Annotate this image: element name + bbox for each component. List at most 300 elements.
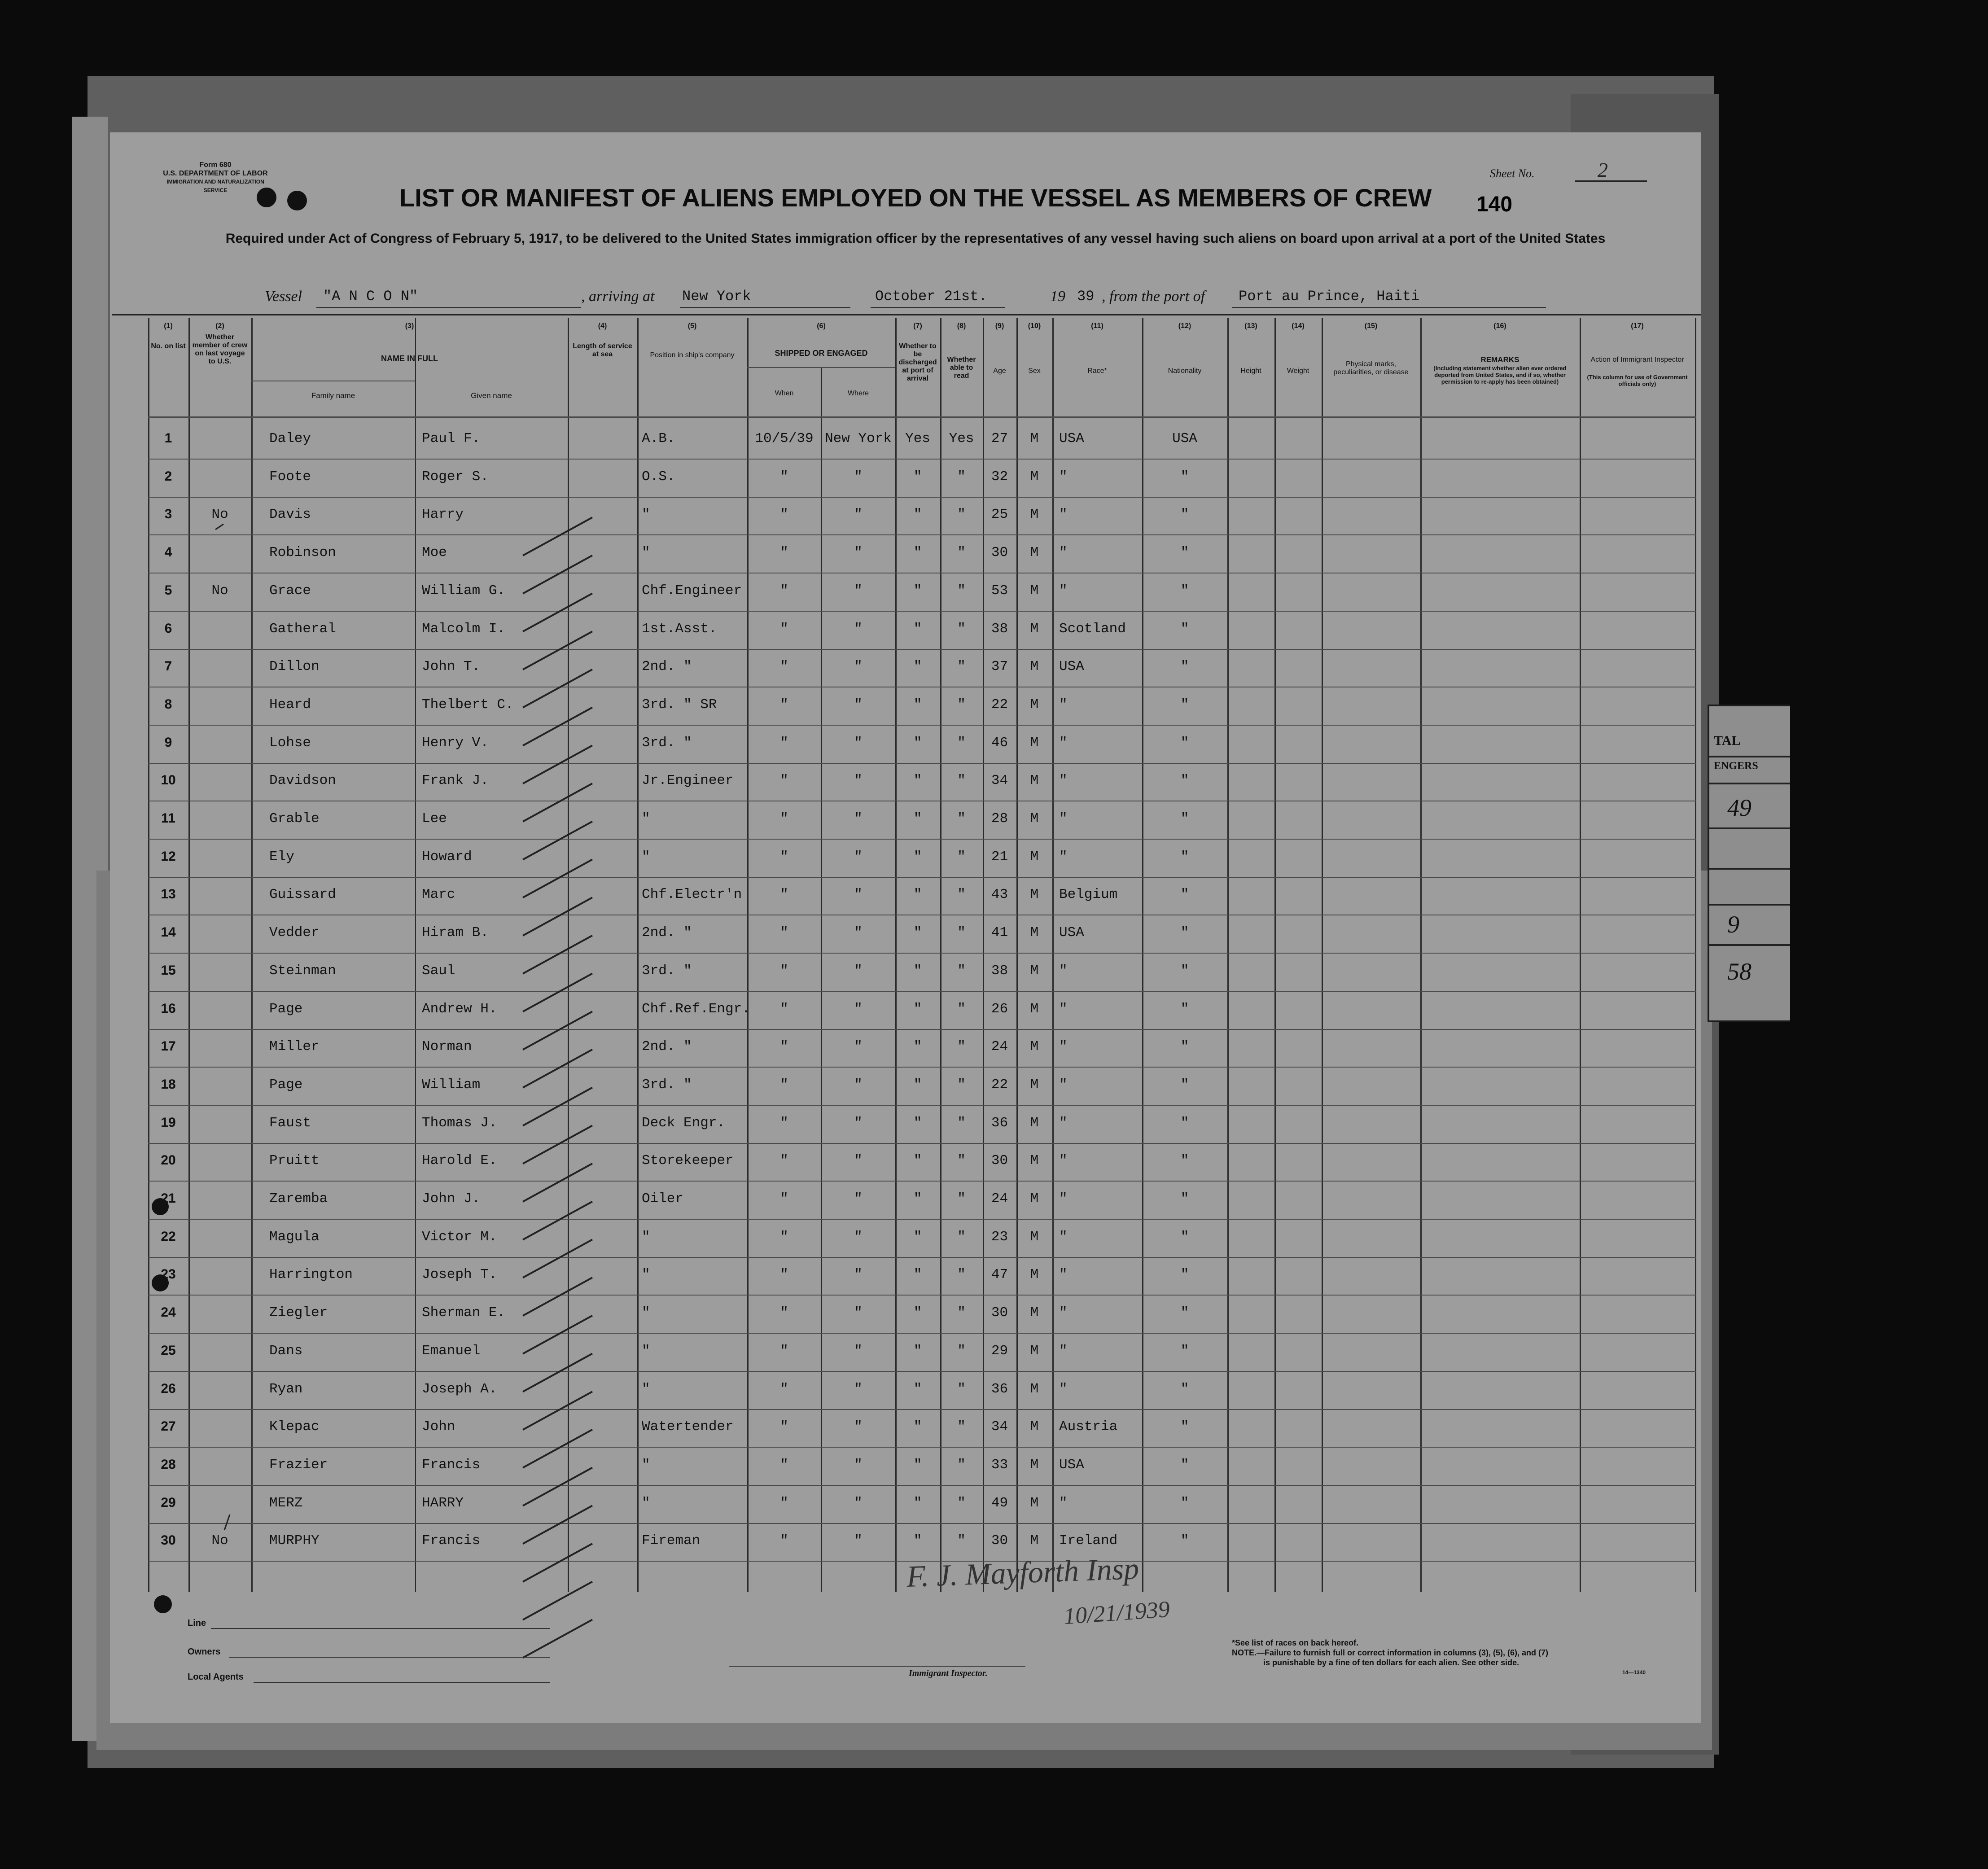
cell-age: 36 [991,1115,1008,1131]
cell-read: " [957,659,966,675]
cell-family: Ziegler [269,1305,328,1321]
cell-when: " [780,659,788,675]
vessel-name: "A N C O N" [323,288,418,305]
cell-when: " [780,696,788,713]
cell-race: " [1059,1077,1068,1093]
cell-nationality: " [1180,1305,1189,1321]
cell-where: " [854,659,863,675]
tick-mark [523,1506,592,1544]
tick-mark [523,1278,592,1316]
cell-sex: M [1030,1495,1039,1511]
footer-notes [1232,1638,1646,1677]
cell-when: 10/5/39 [755,431,814,446]
cell-sex: M [1030,1305,1039,1321]
cell-when: " [780,1229,788,1245]
cell-no: 23 [161,1267,176,1282]
cell-when: " [780,1533,788,1549]
cell-given: Henry V. [422,735,489,751]
cell-race: " [1059,507,1068,523]
cell-position: 2nd. " [642,1039,692,1055]
cell-no: 18 [161,1077,176,1092]
cell-age: 38 [991,963,1008,979]
cell-prev: No [211,582,228,599]
tick-mark [523,670,592,708]
cell-no: 15 [161,963,176,978]
sheet-label: Sheet No. [1490,167,1535,180]
agents-field [254,1682,550,1683]
cell-when: " [780,545,788,561]
tick-mark [523,1011,592,1050]
cell-given: Andrew H. [422,1001,497,1017]
cell-age: 46 [991,735,1008,751]
cell-position: O.S. [642,468,675,485]
cell-read: " [957,1343,966,1359]
cell-position: Jr.Engineer [642,773,734,789]
cell-when: " [780,811,788,827]
cell-family: Magula [269,1229,320,1245]
tick-mark [523,1620,592,1658]
cell-where: " [854,849,863,865]
cell-race: USA [1059,431,1084,446]
cell-sex: M [1030,659,1039,675]
col2-number: (2) [215,322,224,330]
department-name: U.S. DEPARTMENT OF LABOR [163,170,268,177]
cell-read: " [957,1229,966,1245]
cell-given: Marc [422,887,455,903]
col7-number: (7) [913,322,922,330]
cell-family: Faust [269,1115,311,1131]
cell-given: Thomas J. [422,1115,497,1131]
cell-position: " [642,1381,650,1397]
tick-mark [523,1239,592,1278]
inspector-label: Immigrant Inspector. [909,1668,988,1678]
tick-mark [523,822,592,860]
owners-label: Owners [188,1647,221,1657]
cell-age: 22 [991,1077,1008,1093]
from-port: Port au Prince, Haiti [1239,288,1420,305]
year-suffix: 39 [1077,288,1095,305]
cell-discharged: Yes [905,431,930,446]
cell-discharged: " [913,468,922,485]
cell-read: " [957,811,966,827]
cell-position: Fireman [642,1533,701,1549]
cell-age: 25 [991,507,1008,523]
races-note: *See list of races on back hereof. [1232,1638,1359,1647]
check-mark-group [523,517,592,1658]
cell-family: Steinman [269,963,336,979]
cell-no: 29 [161,1495,176,1510]
cell-age: 30 [991,1153,1008,1169]
cell-discharged: " [913,1495,922,1511]
cell-position: Chf.Ref.Engr. [642,1001,750,1017]
cell-discharged: " [913,621,922,637]
cell-where: " [854,1305,863,1321]
col6-when-header: When [775,390,794,397]
cell-when: " [780,1419,788,1435]
cell-given: Lee [422,811,447,827]
col16-number: (16) [1493,322,1506,330]
cell-nationality: " [1180,545,1189,561]
cell-family: Heard [269,696,311,713]
cell-age: 24 [991,1191,1008,1207]
cell-where: " [854,1191,863,1207]
cell-given: Moe [422,545,447,561]
cell-where: " [854,1115,863,1131]
cell-sex: M [1030,1039,1039,1055]
cell-age: 36 [991,1381,1008,1397]
cell-family: Davidson [269,773,336,789]
cell-read: " [957,1191,966,1207]
cell-position: " [642,1305,650,1321]
cell-read: " [957,1305,966,1321]
cell-nationality: " [1180,849,1189,865]
cell-discharged: " [913,1457,922,1473]
cell-race: " [1059,1039,1068,1055]
tick-mark [523,1050,592,1088]
stamp-number: 140 [1476,193,1513,216]
cell-when: " [780,925,788,941]
cell-when: " [780,507,788,523]
cell-position: Chf.Electr'n [642,887,742,903]
cell-read: " [957,621,966,637]
cell-position: " [642,545,650,561]
cell-sex: M [1030,621,1039,637]
col5-number: (5) [687,322,697,330]
cell-when: " [780,887,788,903]
col8-header: Whether able to read [947,356,976,380]
cell-age: 49 [991,1495,1008,1511]
cell-family: Daley [269,431,311,446]
cell-age: 43 [991,887,1008,903]
cell-sex: M [1030,811,1039,827]
cell-discharged: " [913,773,922,789]
cell-no: 5 [164,582,172,598]
cell-no: 8 [164,696,172,712]
cell-no: 10 [161,773,176,788]
cell-given: John J. [422,1191,481,1207]
line-label: Line [188,1618,206,1628]
inspector-signature: F. J. Mayforth Insp [906,1551,1140,1594]
cell-discharged: " [913,1381,922,1397]
cell-position: " [642,849,650,865]
side-tab-value-3: 58 [1727,958,1752,985]
arriving-port: New York [682,288,751,305]
cell-nationality: " [1180,811,1189,827]
cell-family: Gatheral [269,621,336,637]
cell-read: " [957,468,966,485]
col6-header: SHIPPED OR ENGAGED [775,349,868,358]
cell-when: " [780,1343,788,1359]
cell-position: 3rd. " SR [642,696,717,713]
cell-sex: M [1030,545,1039,561]
cell-position: Deck Engr. [642,1115,726,1131]
cell-sex: M [1030,507,1039,523]
cell-family: Klepac [269,1419,320,1435]
cell-nationality: " [1180,468,1189,485]
cell-nationality: " [1180,659,1189,675]
col13-number: (13) [1244,322,1257,330]
cell-discharged: " [913,696,922,713]
inspector-signature-line [729,1666,1025,1667]
cell-read: " [957,1267,966,1283]
cell-race: " [1059,849,1068,865]
cell-where: " [854,963,863,979]
cell-sex: M [1030,773,1039,789]
cell-position: " [642,507,650,523]
cell-sex: M [1030,1457,1039,1473]
tick-mark [224,1514,230,1530]
cell-where: " [854,1495,863,1511]
page-title: LIST OR MANIFEST OF ALIENS EMPLOYED ON THE VESSEL AS MEMBERS OF CREW [399,184,1432,212]
cell-discharged: " [913,1153,922,1169]
cell-given: Victor M. [422,1229,497,1245]
col17-number: (17) [1631,322,1644,330]
cell-sex: M [1030,735,1039,751]
cell-sex: M [1030,925,1039,941]
cell-nationality: " [1180,1039,1189,1055]
cell-read: Yes [949,431,974,446]
cell-age: 27 [991,431,1008,446]
cell-discharged: " [913,811,922,827]
col1-header: No. on list [151,342,186,350]
cell-age: 28 [991,811,1008,827]
cell-no: 9 [164,735,172,750]
cell-age: 30 [991,1305,1008,1321]
cell-no: 6 [164,621,172,636]
cell-where: " [854,1343,863,1359]
cell-no: 22 [161,1229,176,1244]
cell-read: " [957,849,966,865]
cell-where: " [854,545,863,561]
cell-sex: M [1030,1191,1039,1207]
cell-discharged: " [913,545,922,561]
cell-race: " [1059,1305,1068,1321]
print-code: 14—1340 [1622,1669,1646,1676]
cell-where: " [854,773,863,789]
cell-given: Harry [422,507,464,523]
col4-number: (4) [598,322,607,330]
cell-discharged: " [913,849,922,865]
cell-given: Frank J. [422,773,489,789]
cell-no: 11 [161,811,175,826]
cell-position: " [642,1457,650,1473]
tick-mark [523,1125,592,1164]
col15-header: Physical marks, peculiarities, or disease [1333,360,1409,376]
cell-given: Harold E. [422,1153,497,1169]
col2-header: Whether member of crew on last voyage to U.S. [192,333,248,365]
cell-race: " [1059,811,1068,827]
cell-read: " [957,773,966,789]
cell-position: Oiler [642,1191,684,1207]
signature-date: 10/21/1939 [1063,1596,1171,1630]
cell-where: " [854,925,863,941]
cell-read: " [957,1115,966,1131]
cell-where: " [854,468,863,485]
col4-header: Length of service at sea [573,342,632,358]
cell-where: " [854,1153,863,1169]
cell-sex: M [1030,1153,1039,1169]
cell-read: " [957,1419,966,1435]
cell-read: " [957,735,966,751]
cell-age: 41 [991,925,1008,941]
cell-race: " [1059,1191,1068,1207]
cell-position: " [642,1495,650,1511]
tick-mark [215,524,223,530]
owners-field [229,1657,550,1658]
cell-age: 34 [991,773,1008,789]
cell-position: Chf.Engineer [642,582,742,599]
cell-family: Pruitt [269,1153,320,1169]
cell-sex: M [1030,468,1039,485]
cell-where: " [854,887,863,903]
cell-race: Ireland [1059,1533,1118,1549]
cell-age: 30 [991,545,1008,561]
col7-header: Whether to be discharged at port of arrival [898,342,937,382]
cell-given: William [422,1077,481,1093]
cell-race: " [1059,1153,1068,1169]
cell-discharged: " [913,1191,922,1207]
cell-race: Belgium [1059,887,1118,903]
year-prefix: 19 [1050,288,1065,305]
form-number: Form 680 [199,161,232,169]
cell-when: " [780,468,788,485]
cell-family: Miller [269,1039,320,1055]
cell-nationality: " [1180,963,1189,979]
line-field [211,1628,550,1629]
cell-read: " [957,1381,966,1397]
cell-given: Francis [422,1457,481,1473]
cell-age: 21 [991,849,1008,865]
cell-nationality: " [1180,696,1189,713]
side-tab-value-1: 49 [1727,794,1752,821]
cell-sex: M [1030,1381,1039,1397]
cell-sex: M [1030,1343,1039,1359]
cell-position: " [642,811,650,827]
cell-sex: M [1030,887,1039,903]
service-name: IMMIGRATION AND NATURALIZATION SERVICE [166,179,264,193]
tick-mark [523,517,592,556]
cell-no: 3 [164,507,172,522]
agents-label: Local Agents [188,1672,244,1682]
cell-sex: M [1030,963,1039,979]
cell-where: " [854,1267,863,1283]
cell-age: 38 [991,621,1008,637]
cell-when: " [780,735,788,751]
cell-family: MURPHY [269,1533,320,1549]
cell-no: 13 [161,887,176,902]
cell-given: HARRY [422,1495,464,1511]
tick-mark [523,631,592,670]
cell-where: " [854,696,863,713]
cell-race: Scotland [1059,621,1126,637]
cell-sex: M [1030,582,1039,599]
cell-given: Hiram B. [422,925,489,941]
cell-when: " [780,1191,788,1207]
cell-race: " [1059,1343,1068,1359]
col9-number: (9) [995,322,1004,330]
cell-read: " [957,1039,966,1055]
cell-race: " [1059,1229,1068,1245]
cell-nationality: " [1180,582,1189,599]
cell-race: " [1059,1115,1068,1131]
cell-no: 27 [161,1419,176,1434]
cell-given: Francis [422,1533,481,1549]
cell-no: 30 [161,1533,176,1548]
tick-mark [523,556,592,594]
cell-discharged: " [913,582,922,599]
cell-family: Page [269,1001,303,1017]
cell-where: " [854,582,863,599]
cell-no: 4 [164,545,172,560]
cell-where: " [854,1229,863,1245]
cell-nationality: " [1180,887,1189,903]
cell-nationality: " [1180,1495,1189,1511]
cell-no: 17 [161,1039,176,1054]
cell-where: " [854,1533,863,1549]
cell-family: Frazier [269,1457,328,1473]
cell-position: Watertender [642,1419,734,1435]
cell-nationality: " [1180,1153,1189,1169]
cell-where: " [854,735,863,751]
cell-given: Howard [422,849,472,865]
tick-mark [523,1468,592,1506]
cell-family: Ryan [269,1381,303,1397]
cell-sex: M [1030,696,1039,713]
tick-mark [523,783,592,822]
cell-given: Saul [422,963,455,979]
cell-read: " [957,925,966,941]
cell-family: Dillon [269,659,320,675]
cell-position: 3rd. " [642,1077,692,1093]
cell-nationality: " [1180,621,1189,637]
cell-race: " [1059,582,1068,599]
col14-number: (14) [1292,322,1305,330]
tick-mark [523,593,592,631]
cell-family: Zaremba [269,1191,328,1207]
tick-mark [523,897,592,936]
cell-nationality: " [1180,1229,1189,1245]
cell-discharged: " [913,1267,922,1283]
cell-race: " [1059,1001,1068,1017]
cell-given: Malcolm I. [422,621,506,637]
cell-race: " [1059,773,1068,789]
cell-family: Lohse [269,735,311,751]
col3-given-header: Given name [471,391,512,400]
cell-sex: M [1030,1115,1039,1131]
cell-family: Foote [269,468,311,485]
cell-given: Roger S. [422,468,489,485]
cell-family: Robinson [269,545,336,561]
cell-discharged: " [913,963,922,979]
cell-no: 26 [161,1381,176,1396]
tick-mark [523,1202,592,1240]
col5-header: Position in ship's company [650,351,735,359]
cell-age: 22 [991,696,1008,713]
col16-header: REMARKS [1480,355,1519,364]
cell-sex: M [1030,1267,1039,1283]
cell-nationality: " [1180,1115,1189,1131]
cell-race: " [1059,696,1068,713]
cell-age: 29 [991,1343,1008,1359]
side-tab-text-2: ENGERS [1714,760,1758,772]
cell-prev: No [211,507,228,523]
cell-position: 2nd. " [642,925,692,941]
cell-read: " [957,696,966,713]
cell-nationality: " [1180,1457,1189,1473]
cell-discharged: " [913,735,922,751]
cell-where: " [854,1001,863,1017]
cell-no: 12 [161,849,176,864]
